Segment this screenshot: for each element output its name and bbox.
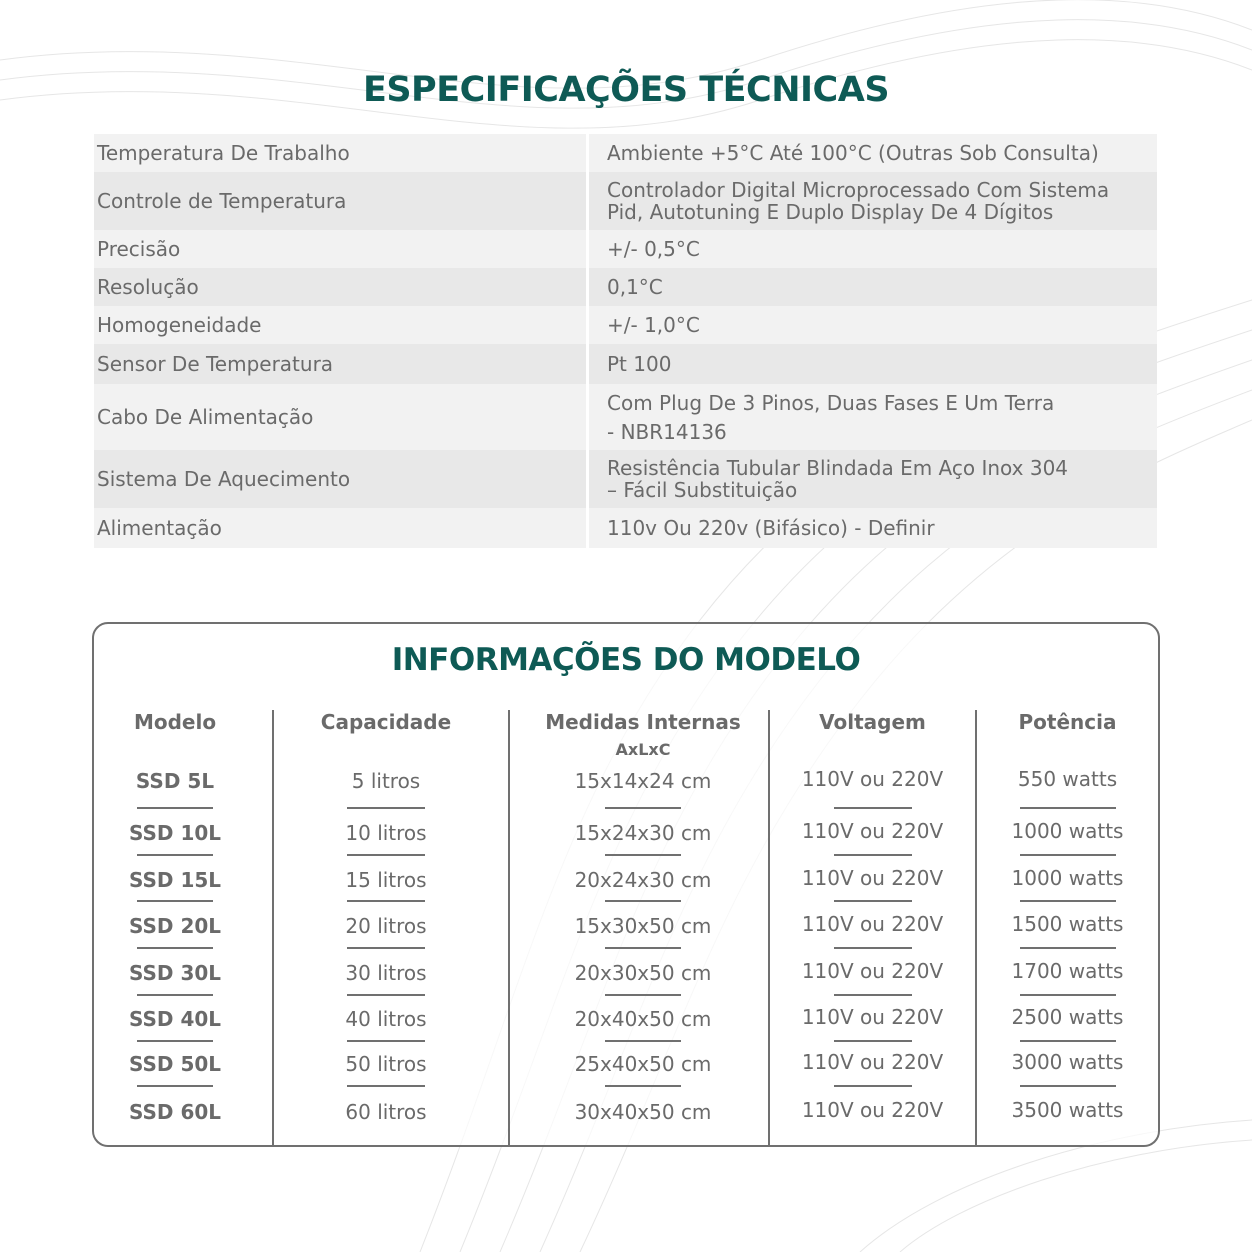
row-separator xyxy=(137,947,213,949)
spec-value xyxy=(588,508,1158,548)
row-separator xyxy=(605,854,681,856)
row-separator xyxy=(605,1040,681,1042)
spec-row xyxy=(94,230,1157,268)
row-separator xyxy=(1020,854,1116,856)
spec-row xyxy=(94,384,1157,450)
row-separator xyxy=(137,1040,213,1042)
spec-value-line: 0,1°C xyxy=(607,275,663,299)
spec-label: Homogeneidade xyxy=(94,306,588,344)
row-separator xyxy=(1020,1040,1116,1042)
model-cell-capacidade: 40 litros xyxy=(345,1007,427,1031)
spec-value-line: Pt 100 xyxy=(607,352,672,376)
spec-label: Resolução xyxy=(94,268,588,306)
row-separator xyxy=(347,807,425,809)
model-cell-potencia: 550 watts xyxy=(1017,767,1118,791)
model-cell-modelo: SSD 10L xyxy=(128,821,222,845)
model-cell-modelo: SSD 30L xyxy=(128,961,222,985)
model-cell-modelo: SSD 40L xyxy=(128,1007,222,1031)
row-separator xyxy=(137,854,213,856)
model-cell-potencia: 2500 watts xyxy=(1011,1005,1124,1029)
spec-value xyxy=(588,172,1158,230)
spec-row xyxy=(94,344,1157,384)
spec-value xyxy=(588,450,1158,508)
header-medidas-sub: AxLxC xyxy=(615,740,671,759)
row-separator xyxy=(1020,1085,1116,1087)
model-cell-voltagem: 110V ou 220V xyxy=(801,1005,944,1029)
row-separator xyxy=(347,900,425,902)
spec-label: Sensor De Temperatura xyxy=(94,344,588,384)
model-cell-medidas: 15x24x30 cm xyxy=(574,821,712,845)
model-cell-voltagem: 110V ou 220V xyxy=(801,866,944,890)
spec-row xyxy=(94,134,1157,172)
model-cell-voltagem: 110V ou 220V xyxy=(801,819,944,843)
column-modelo xyxy=(94,624,256,1145)
header-modelo: Modelo xyxy=(133,710,217,734)
model-cell-voltagem: 110V ou 220V xyxy=(801,912,944,936)
spec-value-line: Pid, Autotuning E Duplo Display De 4 Dígitos xyxy=(607,200,1054,224)
model-cell-voltagem: 110V ou 220V xyxy=(801,767,944,791)
row-separator xyxy=(1020,994,1116,996)
row-separator xyxy=(834,1040,912,1042)
spec-label: Alimentação xyxy=(94,508,588,548)
spec-row xyxy=(94,306,1157,344)
spec-value-line: +/- 0,5°C xyxy=(607,237,700,261)
spec-label: Cabo De Alimentação xyxy=(94,384,588,450)
model-cell-potencia: 3000 watts xyxy=(1011,1050,1124,1074)
spec-label: Temperatura De Trabalho xyxy=(94,134,588,172)
row-separator xyxy=(605,1085,681,1087)
row-separator xyxy=(347,854,425,856)
specs-table xyxy=(94,134,1157,548)
model-cell-voltagem: 110V ou 220V xyxy=(801,959,944,983)
spec-value-line: Com Plug De 3 Pinos, Duas Fases E Um Terra xyxy=(607,390,1055,415)
column-medidas xyxy=(510,624,776,1145)
spec-value xyxy=(588,306,1158,344)
model-cell-modelo: SSD 15L xyxy=(128,868,222,892)
spec-value-line: 110v Ou 220v (Bifásico) - Definir xyxy=(607,516,935,540)
models-title: INFORMAÇÕES DO MODELO xyxy=(391,642,861,678)
row-separator xyxy=(605,994,681,996)
row-separator xyxy=(137,807,213,809)
spec-value-line: Ambiente +5°C Até 100°C (Outras Sob Consulta) xyxy=(607,141,1099,165)
model-cell-capacidade: 5 litros xyxy=(351,769,421,793)
model-cell-modelo: SSD 5L xyxy=(135,769,215,793)
row-separator xyxy=(347,1040,425,1042)
model-cell-potencia: 1700 watts xyxy=(1011,959,1124,983)
model-cell-capacidade: 30 litros xyxy=(345,961,427,985)
row-separator xyxy=(347,994,425,996)
spec-label: Precisão xyxy=(94,230,588,268)
row-separator xyxy=(834,807,912,809)
model-cell-capacidade: 15 litros xyxy=(345,868,427,892)
header-medidas: Medidas Internas xyxy=(545,710,741,734)
spec-value xyxy=(588,384,1158,450)
row-separator xyxy=(605,807,681,809)
model-cell-medidas: 15x14x24 cm xyxy=(574,769,712,793)
model-cell-capacidade: 50 litros xyxy=(345,1052,427,1076)
row-separator xyxy=(605,947,681,949)
row-separator xyxy=(834,900,912,902)
spec-label: Controle de Temperatura xyxy=(94,172,588,230)
spec-value-line: - NBR14136 xyxy=(607,419,727,444)
row-separator xyxy=(834,854,912,856)
row-separator xyxy=(137,994,213,996)
row-separator xyxy=(1020,807,1116,809)
model-cell-capacidade: 20 litros xyxy=(345,914,427,938)
spec-label: Sistema De Aquecimento xyxy=(94,450,588,508)
model-cell-medidas: 20x24x30 cm xyxy=(574,868,712,892)
model-cell-modelo: SSD 60L xyxy=(128,1100,222,1124)
model-cell-medidas: 15x30x50 cm xyxy=(574,914,712,938)
model-cell-capacidade: 60 litros xyxy=(345,1100,427,1124)
column-voltagem xyxy=(770,624,975,1145)
row-separator xyxy=(137,900,213,902)
row-separator xyxy=(137,1085,213,1087)
model-cell-voltagem: 110V ou 220V xyxy=(801,1050,944,1074)
row-separator xyxy=(605,900,681,902)
column-capacidade xyxy=(274,624,498,1145)
spec-value-line: +/- 1,0°C xyxy=(607,313,700,337)
header-capacidade: Capacidade xyxy=(320,710,452,734)
row-separator xyxy=(1020,900,1116,902)
specs-title: ESPECIFICAÇÕES TÉCNICAS xyxy=(362,70,890,110)
spec-row xyxy=(94,508,1157,548)
model-cell-medidas: 20x40x50 cm xyxy=(574,1007,712,1031)
spec-value-line: Controlador Digital Microprocessado Com Sistema xyxy=(607,178,1110,202)
model-cell-medidas: 30x40x50 cm xyxy=(574,1100,712,1124)
row-separator xyxy=(347,947,425,949)
spec-value-line: – Fácil Substituição xyxy=(607,478,798,502)
spec-value xyxy=(588,344,1158,384)
model-cell-potencia: 1000 watts xyxy=(1011,866,1124,890)
spec-row xyxy=(94,450,1157,508)
row-separator xyxy=(1020,947,1116,949)
row-separator xyxy=(834,994,912,996)
spec-value xyxy=(588,230,1158,268)
column-potencia xyxy=(977,624,1158,1145)
header-potencia: Potência xyxy=(1018,710,1117,734)
model-cell-voltagem: 110V ou 220V xyxy=(801,1098,944,1122)
spec-value xyxy=(588,268,1158,306)
spec-value-line: Resistência Tubular Blindada Em Aço Inox 304 xyxy=(607,456,1069,480)
model-cell-medidas: 25x40x50 cm xyxy=(574,1052,712,1076)
spec-row xyxy=(94,172,1157,230)
row-separator xyxy=(347,1085,425,1087)
model-info-panel xyxy=(92,622,1160,1147)
model-cell-medidas: 20x30x50 cm xyxy=(574,961,712,985)
model-cell-potencia: 3500 watts xyxy=(1011,1098,1124,1122)
model-cell-modelo: SSD 20L xyxy=(128,914,222,938)
row-separator xyxy=(834,947,912,949)
model-cell-potencia: 1000 watts xyxy=(1011,819,1124,843)
model-cell-potencia: 1500 watts xyxy=(1011,912,1124,936)
spec-value xyxy=(588,134,1158,172)
model-cell-capacidade: 10 litros xyxy=(345,821,427,845)
header-voltagem: Voltagem xyxy=(819,710,926,734)
row-separator xyxy=(834,1085,912,1087)
model-cell-modelo: SSD 50L xyxy=(128,1052,222,1076)
spec-row xyxy=(94,268,1157,306)
